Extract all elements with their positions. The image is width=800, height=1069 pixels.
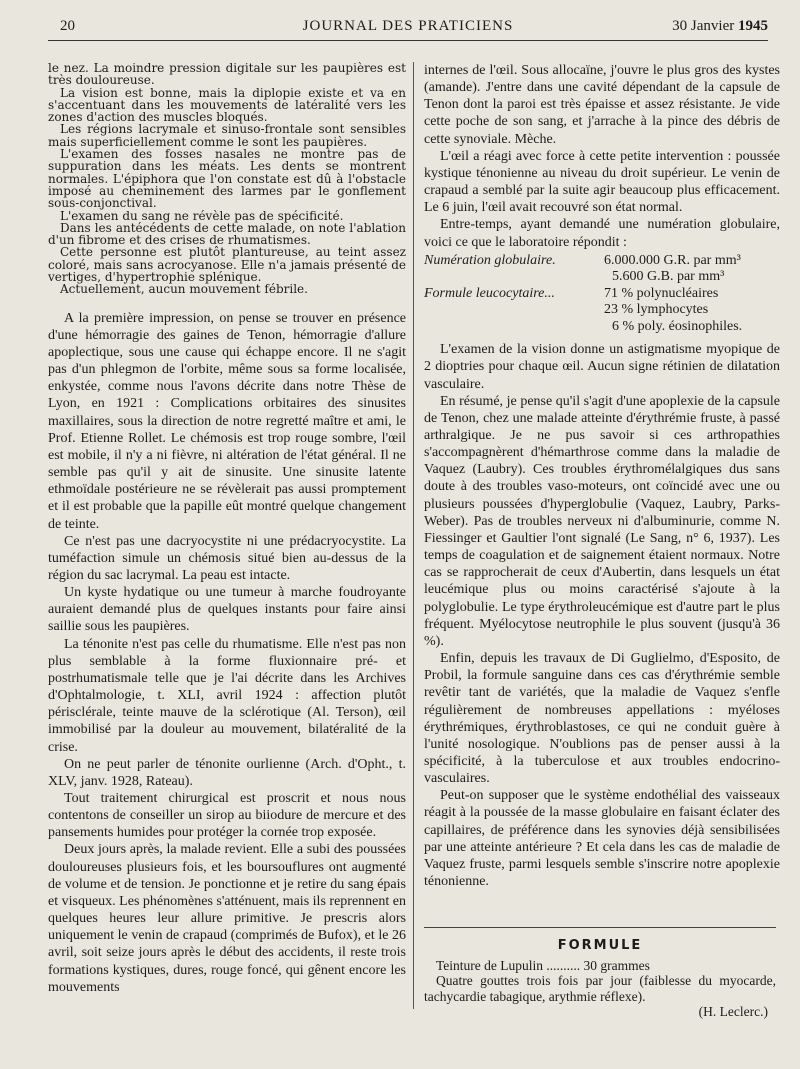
body-paragraph: A la première impression, on pense se trouver en présence d'une hémorragie des gaines de Tenon, hémorragie d'allure apoplectique, sous une cause qui échappe encore. Il ne s'agit pas d'un phlegmon de l'orbite, même sous sa forme localisée, enkystée, comme nous l'avons décrite dans notre Thèse de Lyon, en 1921 : Complications orbitaires des sinusites maxillaires, sous la direction de notre regretté maître et ami, le Prof. Etienne Rollet. Le chémosis est trop rouge sombre, l'œil est mobile, il n'y a ni fièvre, ni altération de l'état général. Il ne semble pas qu'il y ait de sinusite. Une sinusite latente ethmoïdale postérieure ne se révèlerait pas aussi promptement et il est probable que la papille eût montré quelque changement de teinte.: [48, 310, 406, 532]
formule-separator: [424, 927, 776, 928]
eosinophil-percent: 6 % poly. éosinophiles.: [612, 318, 743, 334]
numeration-row: [424, 253, 780, 270]
issue-date: [672, 18, 768, 35]
body-paragraph: Deux jours après, la malade revient. Elle a subi des poussées douloureuses plusieurs fois, et les boursouflures ont augmenté de volume et de tension. Je ponctionne et je retire du sang épais et visqueux. Les phénomènes s'atténuent, mais ils reprennent en quelques heures leur allure primitive. Je prescris alors uniquement le venin de crapaud (comprimés de Bufox), et le 26 avril, soit seize jours après le début des accidents, il reste trois formations kystiques, dures, rouge foncé, qui gênent encore les mouvements: [48, 842, 406, 995]
observation-paragraph: La vision est bonne, mais la diplopie existe et va en s'accentuant dans les mouvements de latéralité vers les zones d'action des muscles bloqués.: [48, 85, 406, 125]
observation-paragraph: Actuellement, aucun mouvement fébrile.: [60, 282, 308, 297]
observation-paragraph: le nez. La moindre pression digitale sur les paupières est très douloureuse.: [48, 61, 406, 88]
observation-paragraph: Cette personne est plutôt plantureuse, au teint assez coloré, mais sans acrocyanose. Elle n'a jamais présenté de vertiges, d'hypertrophie splénique.: [48, 245, 406, 285]
left-column: [48, 62, 406, 996]
journal-title: JOURNAL DES PRATICIENS: [302, 18, 514, 34]
body-paragraph: L'œil a réagi avec force à cette petite intervention : poussée kystique ténonienne au niveau du droit supérieur. Le venin de crapaud a semblé par la suite agir beaucoup plus efficacement. Le 6 juin, l'œil avait recouvré son état normal.: [424, 148, 780, 216]
numeration-label: Numération globulaire.: [424, 252, 556, 268]
leucocyte-row: [424, 286, 780, 303]
white-cell-count: 5.600 G.B. par mm³: [612, 269, 725, 285]
body-paragraph: Peut-on supposer que le système endothélial des vaisseaux réagit à la poussée de la masse globulaire en faisant éclater des capillaires, de préférence dans les synovies déjà sensibilisées par une atteinte antérieure ? Et cela dans les cas de maladie de Vaquez fruste, parmi lesquels semble s'inscrire notre apoplexie ténonienne.: [424, 788, 780, 890]
header-rule: [48, 40, 768, 41]
body-paragraph: Tout traitement chirurgical est proscrit et nous nous contentons de conseiller un sirop au biiodure de mercure et des pansements humides pour protéger la cornée trop exposée.: [48, 791, 406, 841]
discussion-text: [48, 310, 406, 996]
leucocyte-row: [424, 302, 780, 319]
page-header: [48, 14, 768, 38]
column-divider: [413, 62, 414, 1009]
formule-heading: FORMULE: [557, 938, 643, 953]
body-paragraph: Entre-temps, ayant demandé une numération globulaire, voici ce que le laboratoire répondit :: [424, 217, 780, 250]
polynuclear-percent: 71 % polynucléaires: [604, 285, 719, 301]
right-column: [424, 62, 780, 890]
observation-paragraph: L'examen des fosses nasales ne montre pas de suppuration dans les méats. Les dents se montrent normales. L'épiphora que l'on constate est dû à l'obstacle imposé au cheminement des larmes par le gonflement sous-conjonctival.: [48, 147, 406, 211]
observation-paragraph: Dans les antécédents de cette malade, on note l'ablation d'un fibrome et des crises de rhumatismes.: [48, 220, 406, 248]
body-paragraph: internes de l'œil. Sous allocaïne, j'ouvre le plus gros des kystes (amande). J'entre dans une cavité dépendant de la capsule de Tenon dont la paroi est très épaisse et assez résistante. Je vide cette poche de son sang, et j'arrache à la pince des débris de cette synoviale. Mèche.: [424, 63, 780, 147]
body-paragraph: Ce n'est pas une dacryocystite ni une prédacryocystite. La tuméfaction simule un chémosis situé bien au-dessus de la région du sac lacrymal. La peau est intacte.: [48, 533, 406, 583]
leucocyte-row: [424, 319, 780, 336]
case-observation: [48, 62, 406, 296]
lymphocyte-percent: 23 % lymphocytes: [604, 302, 709, 318]
blood-count-table: [424, 253, 780, 336]
body-paragraph: Un kyste hydatique ou une tumeur à marche foudroyante auraient demandé plus de quelques instants pour faire ainsi saillie sous les paupières.: [48, 585, 406, 635]
body-paragraph: On ne peut parler de ténonite ourlienne (Arch. d'Opht., t. XLV, janv. 1928, Rateau).: [48, 756, 406, 789]
issue-day-month: 30 Janvier: [672, 18, 735, 34]
formule-ingredient: Teinture de Lupulin .......... 30 grammes: [436, 957, 650, 973]
observation-paragraph: L'examen du sang ne révèle pas de spécificité.: [60, 208, 344, 223]
numeration-row: [424, 269, 780, 286]
observation-paragraph: Les régions lacrymale et sinuso-frontale sont sensibles mais superficiellement comme le sont les paupières.: [48, 122, 406, 149]
formule-box: [424, 938, 776, 1020]
body-paragraph: L'examen de la vision donne un astigmatisme myopique de 2 dioptries pour chaque œil. Aucun signe rétinien de dilatation vasculaire.: [424, 342, 780, 392]
body-paragraph: La ténonite n'est pas celle du rhumatisme. Elle n'est pas non plus semblable à la forme fluxionnaire pré- et postrhumatismale telle que je l'ai décrite dans les Archives d'Ophtalmologie, t. XLI, avril 1924 : affection plutôt périsclérale, teinte mauve de la sclérotique (Al. Terson), œil immobilisé par la douleur au mouvement, bilatéralité de la crise.: [48, 636, 406, 755]
leucocyte-label: Formule leucocytaire...: [424, 285, 555, 301]
body-paragraph: Enfin, depuis les travaux de Di Guglielmo, d'Esposito, de Probil, la formule sanguine dans ces cas d'érythrémie semble revêtir tant de variétés, que la maladie de Vaquez s'enfle régulièrement de nombreuses appellations : myéloses érythrémiques, érythroblastoses, ce qui ne conduit guère à l'unité nosologique. N'oublions pas de penser aussi à la spécificité, à la tuberculose et aux troubles endocrino-vasculaires.: [424, 651, 780, 787]
red-cell-count: 6.000.000 G.R. par mm³: [604, 252, 741, 268]
issue-year: 1945: [738, 18, 768, 34]
formule-dosage: Quatre gouttes trois fois par jour (faiblesse du myocarde, tachycardie tabagique, arythmie réflexe).: [424, 973, 776, 1004]
page-number: 20: [60, 18, 75, 34]
body-paragraph: En résumé, je pense qu'il s'agit d'une apoplexie de la capsule de Tenon, chez une malade atteinte d'érythrémie fruste, à passé arthralgique. Je ne pus savoir si ces arthropathies s'accompagnèrent d'hémarthrose comme dans la maladie de Vaquez (Laubry). Ces troubles érythromélalgiques dus sans doute à des troubles vaso-moteurs, ont coïncidé avec une ou plusieurs poussées d'hyperglobulie (Vaquez, Laubry, Parks-Weber). Pas de troubles nerveux ni d'albuminurie, comme N. Fiessinger et Gaultier l'ont signalé (Le Sang, n° 6, 1937). Les temps de coagulation et de saignement étaient normaux. Notre cas se rapprocherait de ceux d'Aubertin, dans lesquels un état leucémique plus ou moins caractérisé s'ajoute à la polyglobulie. Le type érythroleucémique est d'autre part le plus fréquent. Myélocytose neutrophile le plus souvent (jusqu'à 36 %).: [424, 393, 780, 649]
formule-author: (H. Leclerc.): [698, 1004, 768, 1019]
